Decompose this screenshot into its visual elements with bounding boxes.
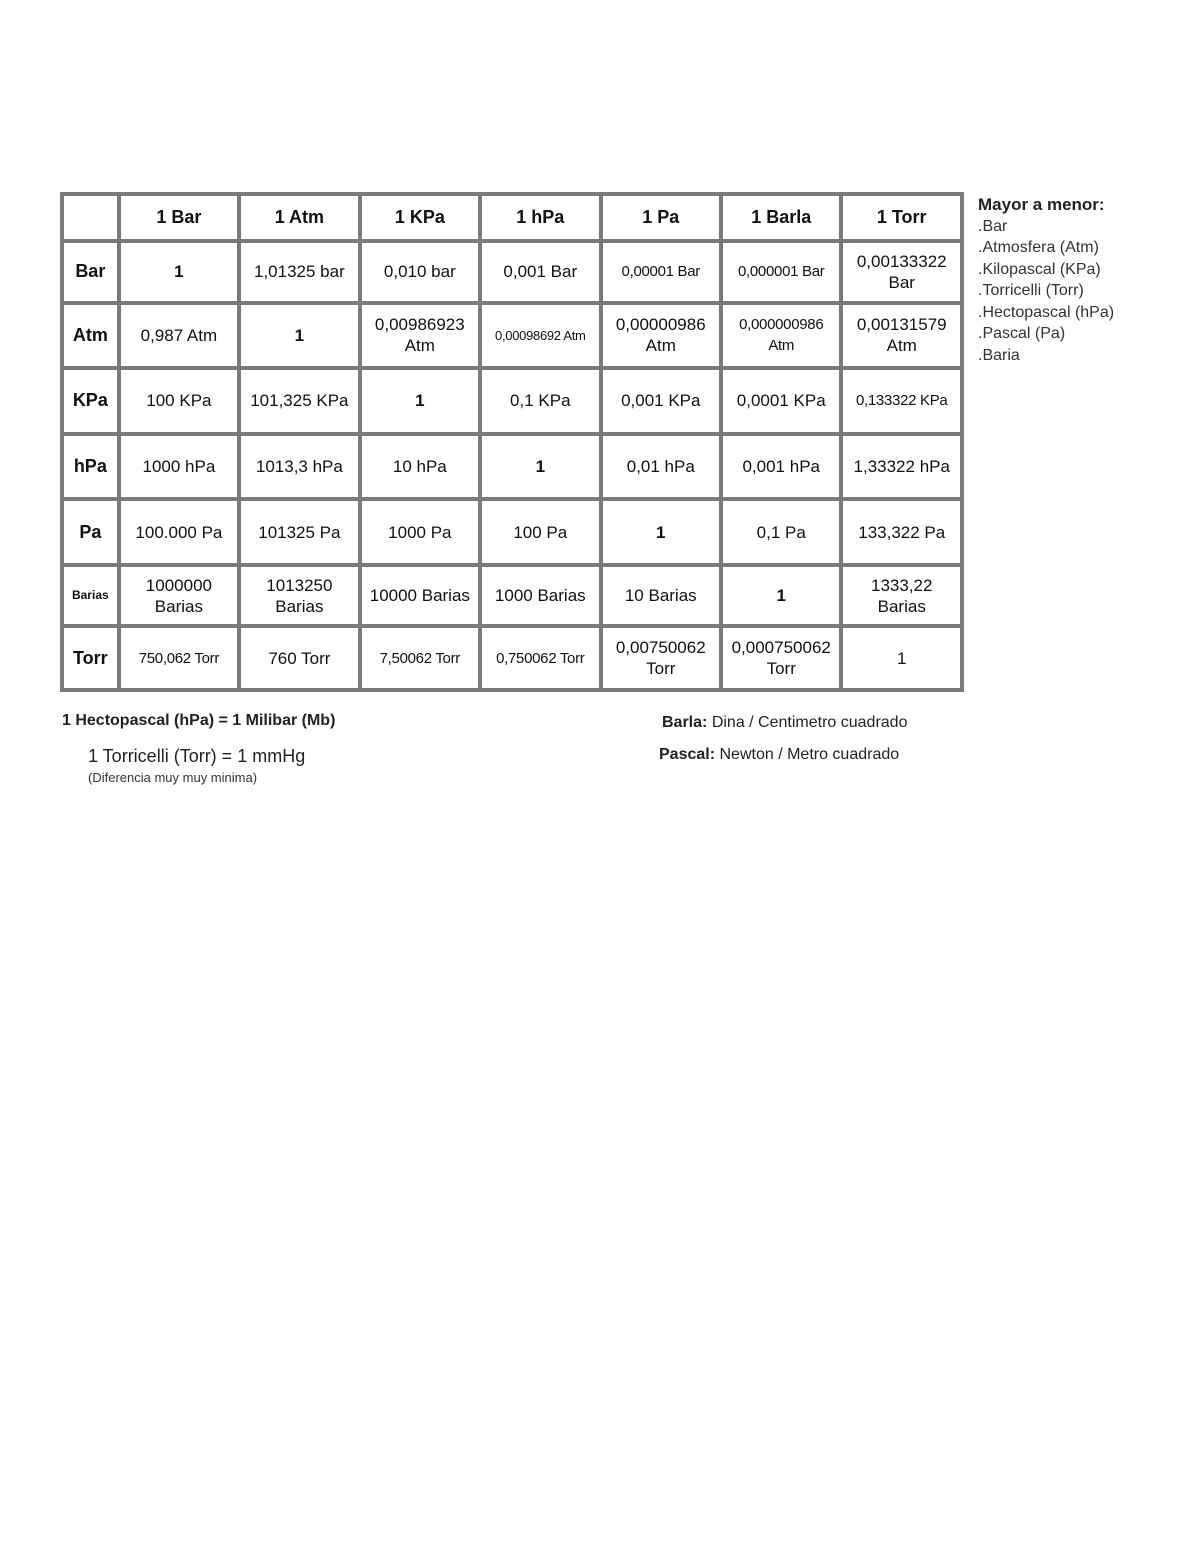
table-corner-cell bbox=[64, 196, 117, 239]
table-cell: 10000 Barias bbox=[362, 567, 478, 624]
table-cell: 0,1 KPa bbox=[482, 370, 598, 432]
table-cell: 1 bbox=[241, 305, 357, 367]
table-cell: 1 bbox=[482, 436, 598, 498]
row-header-barias: Barias bbox=[64, 567, 117, 624]
table-cell: 0,750062 Torr bbox=[482, 628, 598, 688]
note-barla bbox=[662, 714, 907, 732]
table-cell: 1 bbox=[362, 370, 478, 432]
table-cell: 1013,3 hPa bbox=[241, 436, 357, 498]
table-cell: 10 Barias bbox=[603, 567, 719, 624]
table-cell: 0,01 hPa bbox=[603, 436, 719, 498]
table-cell: 0,00001 Bar bbox=[603, 243, 719, 300]
note-barla-definition: Dina / Centimetro cuadrado bbox=[711, 714, 908, 731]
table-cell: 1 bbox=[843, 628, 960, 688]
table-cell: 101325 Pa bbox=[241, 501, 357, 563]
row-header-kpa: KPa bbox=[64, 370, 117, 432]
table-cell: 0,001 hPa bbox=[723, 436, 839, 498]
note-torricelli-sub: (Diferencia muy muy minima) bbox=[88, 770, 258, 785]
table-cell: 1 bbox=[603, 501, 719, 563]
table-cell: 100 Pa bbox=[482, 501, 598, 563]
row-header-torr: Torr bbox=[64, 628, 117, 688]
table-cell: 0,00750062 Torr bbox=[603, 628, 719, 688]
table-cell: 1333,22 Barias bbox=[843, 567, 960, 624]
table-cell: 0,001 Bar bbox=[482, 243, 598, 300]
ranking-title: Mayor a menor: bbox=[978, 195, 1105, 214]
table-cell: 750,062 Torr bbox=[121, 628, 237, 688]
table-row bbox=[64, 628, 960, 688]
table-cell: 1000 hPa bbox=[121, 436, 237, 498]
note-torricelli: 1 Torricelli (Torr) = 1 mmHg bbox=[88, 746, 306, 766]
table-cell: 1000 Barias bbox=[482, 567, 598, 624]
column-header-hpa: 1 hPa bbox=[482, 196, 598, 239]
column-header-pa: 1 Pa bbox=[603, 196, 719, 239]
ranking-list bbox=[978, 194, 1188, 366]
table-cell: 0,00133322 Bar bbox=[843, 243, 960, 300]
ranking-item: .Bar bbox=[978, 217, 1008, 235]
table-cell: 0,001 KPa bbox=[603, 370, 719, 432]
row-header-pa: Pa bbox=[64, 501, 117, 563]
conversion-table bbox=[60, 192, 964, 692]
table-cell: 0,00000986 Atm bbox=[603, 305, 719, 367]
column-header-kpa: 1 KPa bbox=[362, 196, 478, 239]
table-cell: 0,00986923 Atm bbox=[362, 305, 478, 367]
table-cell: 1013250 Barias bbox=[241, 567, 357, 624]
table-cell: 1,33322 hPa bbox=[843, 436, 960, 498]
table-cell: 1 bbox=[121, 243, 237, 300]
table-row bbox=[64, 243, 960, 300]
note-pascal bbox=[659, 746, 899, 764]
table-cell: 0,010 bar bbox=[362, 243, 478, 300]
table-cell: 100.000 Pa bbox=[121, 501, 237, 563]
ranking-item: .Baria bbox=[978, 346, 1020, 364]
table-cell: 1,01325 bar bbox=[241, 243, 357, 300]
column-header-torr: 1 Torr bbox=[843, 196, 960, 239]
table-cell: 0,00098692 Atm bbox=[482, 305, 598, 367]
row-header-bar: Bar bbox=[64, 243, 117, 300]
ranking-item: .Hectopascal (hPa) bbox=[978, 303, 1115, 321]
table-cell: 7,50062 Torr bbox=[362, 628, 478, 688]
table-cell: 0,000000986 Atm bbox=[723, 305, 839, 367]
table-cell: 10 hPa bbox=[362, 436, 478, 498]
column-header-barla: 1 Barla bbox=[723, 196, 839, 239]
table-row bbox=[64, 436, 960, 498]
table-cell: 100 KPa bbox=[121, 370, 237, 432]
column-header-bar: 1 Bar bbox=[121, 196, 237, 239]
table-cell: 0,133322 KPa bbox=[843, 370, 960, 432]
table-cell: 0,000001 Bar bbox=[723, 243, 839, 300]
table-cell: 1000 Pa bbox=[362, 501, 478, 563]
table-cell: 101,325 KPa bbox=[241, 370, 357, 432]
table-cell: 0,1 Pa bbox=[723, 501, 839, 563]
table-header-row bbox=[64, 196, 960, 239]
table-cell: 760 Torr bbox=[241, 628, 357, 688]
table-row bbox=[64, 501, 960, 563]
row-header-hpa: hPa bbox=[64, 436, 117, 498]
row-header-atm: Atm bbox=[64, 305, 117, 367]
note-hectopascal: 1 Hectopascal (hPa) = 1 Milibar (Mb) bbox=[62, 712, 336, 729]
table-cell: 0,987 Atm bbox=[121, 305, 237, 367]
table-cell: 1000000 Barias bbox=[121, 567, 237, 624]
ranking-item: .Kilopascal (KPa) bbox=[978, 260, 1101, 278]
table-cell: 0,000750062 Torr bbox=[723, 628, 839, 688]
note-pascal-definition: Newton / Metro cuadrado bbox=[719, 746, 900, 763]
ranking-item: .Atmosfera (Atm) bbox=[978, 239, 1099, 256]
table-cell: 1 bbox=[723, 567, 839, 624]
table-cell: 0,00131579 Atm bbox=[843, 305, 960, 367]
ranking-item: .Torricelli (Torr) bbox=[978, 282, 1084, 299]
table-row bbox=[64, 567, 960, 624]
table-row bbox=[64, 305, 960, 367]
ranking-item: .Pascal (Pa) bbox=[978, 325, 1066, 342]
note-barla-label: Barla: bbox=[662, 714, 708, 731]
table-cell: 0,0001 KPa bbox=[723, 370, 839, 432]
table-cell: 133,322 Pa bbox=[843, 501, 960, 563]
table-row bbox=[64, 370, 960, 432]
note-pascal-label: Pascal: bbox=[659, 746, 716, 763]
column-header-atm: 1 Atm bbox=[241, 196, 357, 239]
